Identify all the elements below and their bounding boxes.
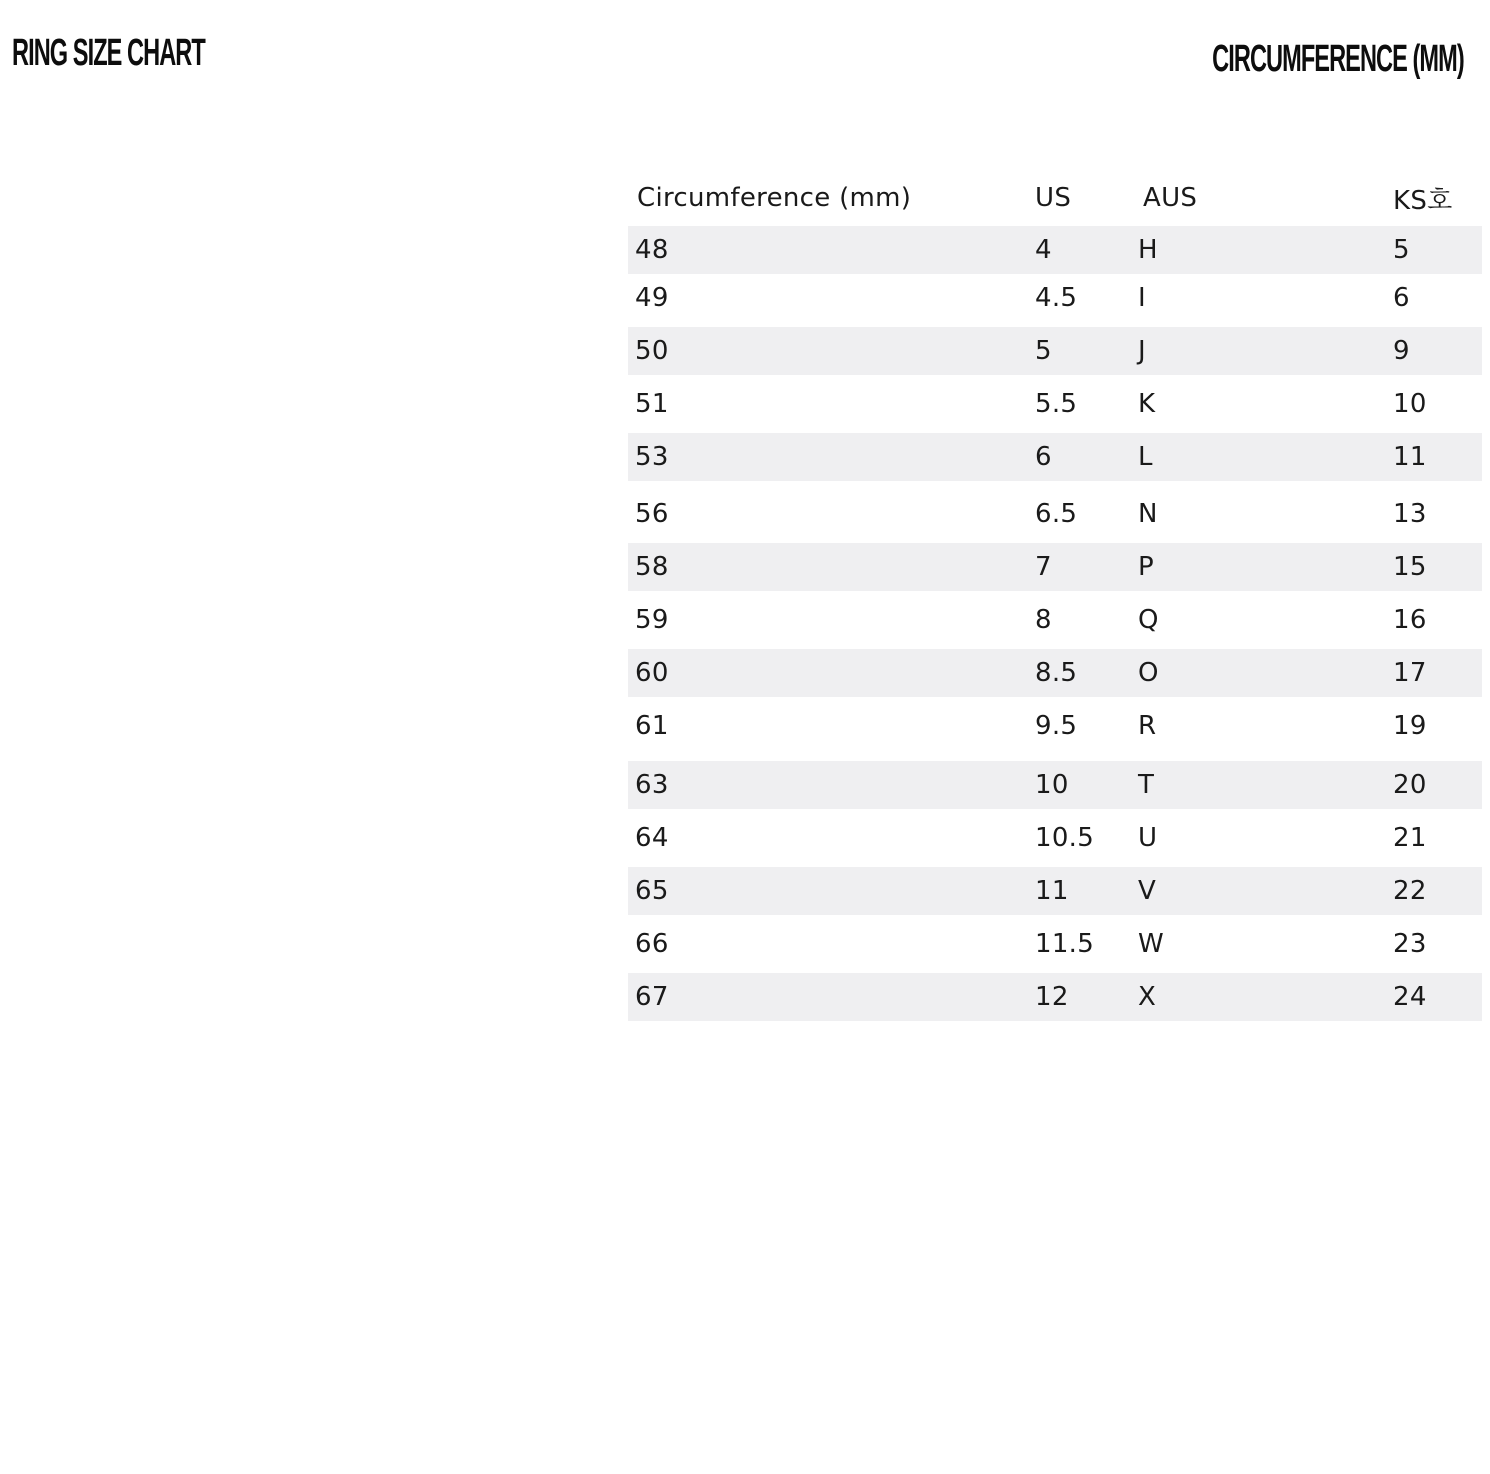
- cell-ks: 20: [1393, 770, 1427, 800]
- page-subtitle: CIRCUMFERENCE (MM): [1212, 38, 1464, 80]
- cell-aus: T: [1138, 770, 1155, 800]
- cell-circumference: 65: [635, 876, 669, 906]
- cell-ks: 9: [1393, 336, 1410, 366]
- column-header-circumference: Circumference (mm): [637, 183, 912, 213]
- cell-aus: Q: [1138, 605, 1159, 635]
- cell-us: 12: [1035, 982, 1069, 1012]
- cell-aus: X: [1138, 982, 1157, 1012]
- cell-us: 10.5: [1035, 823, 1095, 853]
- table-row: [628, 596, 1482, 644]
- cell-circumference: 58: [635, 552, 669, 582]
- cell-circumference: 63: [635, 770, 669, 800]
- cell-us: 10: [1035, 770, 1069, 800]
- cell-circumference: 56: [635, 499, 669, 529]
- cell-us: 8: [1035, 605, 1052, 635]
- cell-circumference: 60: [635, 658, 669, 688]
- cell-aus: O: [1138, 658, 1159, 688]
- cell-ks: 16: [1393, 605, 1427, 635]
- cell-us: 11.5: [1035, 929, 1095, 959]
- cell-us: 5: [1035, 336, 1052, 366]
- ring-size-table: [628, 170, 1482, 1021]
- table-row: [628, 226, 1482, 274]
- cell-aus: V: [1138, 876, 1157, 906]
- cell-aus: N: [1138, 499, 1158, 529]
- cell-aus: I: [1138, 283, 1146, 313]
- table-row: [628, 702, 1482, 750]
- cell-aus: J: [1138, 336, 1146, 366]
- table-row: [628, 490, 1482, 538]
- cell-aus: U: [1138, 823, 1158, 853]
- cell-ks: 13: [1393, 499, 1427, 529]
- table-row: [628, 761, 1482, 809]
- table-row: [628, 867, 1482, 915]
- table-row: [628, 814, 1482, 862]
- cell-ks: 23: [1393, 929, 1427, 959]
- cell-aus: L: [1138, 442, 1153, 472]
- column-header-ks: KS호: [1393, 185, 1453, 216]
- cell-us: 4: [1035, 235, 1052, 265]
- cell-ks: 5: [1393, 235, 1410, 265]
- cell-aus: H: [1138, 235, 1158, 265]
- cell-circumference: 53: [635, 442, 669, 472]
- table-row: [628, 274, 1482, 322]
- table-row: [628, 433, 1482, 481]
- table-row: [628, 543, 1482, 591]
- cell-ks: 15: [1393, 552, 1427, 582]
- cell-circumference: 64: [635, 823, 669, 853]
- cell-circumference: 50: [635, 336, 669, 366]
- cell-circumference: 67: [635, 982, 669, 1012]
- cell-ks: 21: [1393, 823, 1427, 853]
- cell-us: 8.5: [1035, 658, 1078, 688]
- cell-ks: 11: [1393, 442, 1427, 472]
- table-row: [628, 920, 1482, 968]
- cell-us: 6: [1035, 442, 1052, 472]
- cell-ks: 17: [1393, 658, 1427, 688]
- cell-aus: K: [1138, 389, 1156, 419]
- cell-aus: P: [1138, 552, 1154, 582]
- page-title: RING SIZE CHART: [12, 32, 205, 74]
- table-row: [628, 380, 1482, 428]
- cell-us: 4.5: [1035, 283, 1078, 313]
- table-row: [628, 327, 1482, 375]
- column-header-us: US: [1035, 183, 1072, 213]
- cell-circumference: 61: [635, 711, 669, 741]
- cell-ks: 10: [1393, 389, 1427, 419]
- cell-aus: W: [1138, 929, 1165, 959]
- column-header-aus: AUS: [1143, 183, 1198, 213]
- table-header-row: [628, 170, 1482, 226]
- cell-us: 11: [1035, 876, 1069, 906]
- cell-us: 6.5: [1035, 499, 1078, 529]
- cell-circumference: 66: [635, 929, 669, 959]
- cell-circumference: 51: [635, 389, 669, 419]
- cell-circumference: 59: [635, 605, 669, 635]
- cell-circumference: 48: [635, 235, 669, 265]
- cell-ks: 22: [1393, 876, 1427, 906]
- cell-ks: 24: [1393, 982, 1427, 1012]
- table-row: [628, 973, 1482, 1021]
- cell-circumference: 49: [635, 283, 669, 313]
- cell-us: 9.5: [1035, 711, 1078, 741]
- cell-aus: R: [1138, 711, 1157, 741]
- cell-ks: 6: [1393, 283, 1410, 313]
- cell-ks: 19: [1393, 711, 1427, 741]
- cell-us: 5.5: [1035, 389, 1078, 419]
- table-body: [628, 226, 1482, 1021]
- cell-us: 7: [1035, 552, 1052, 582]
- table-row: [628, 649, 1482, 697]
